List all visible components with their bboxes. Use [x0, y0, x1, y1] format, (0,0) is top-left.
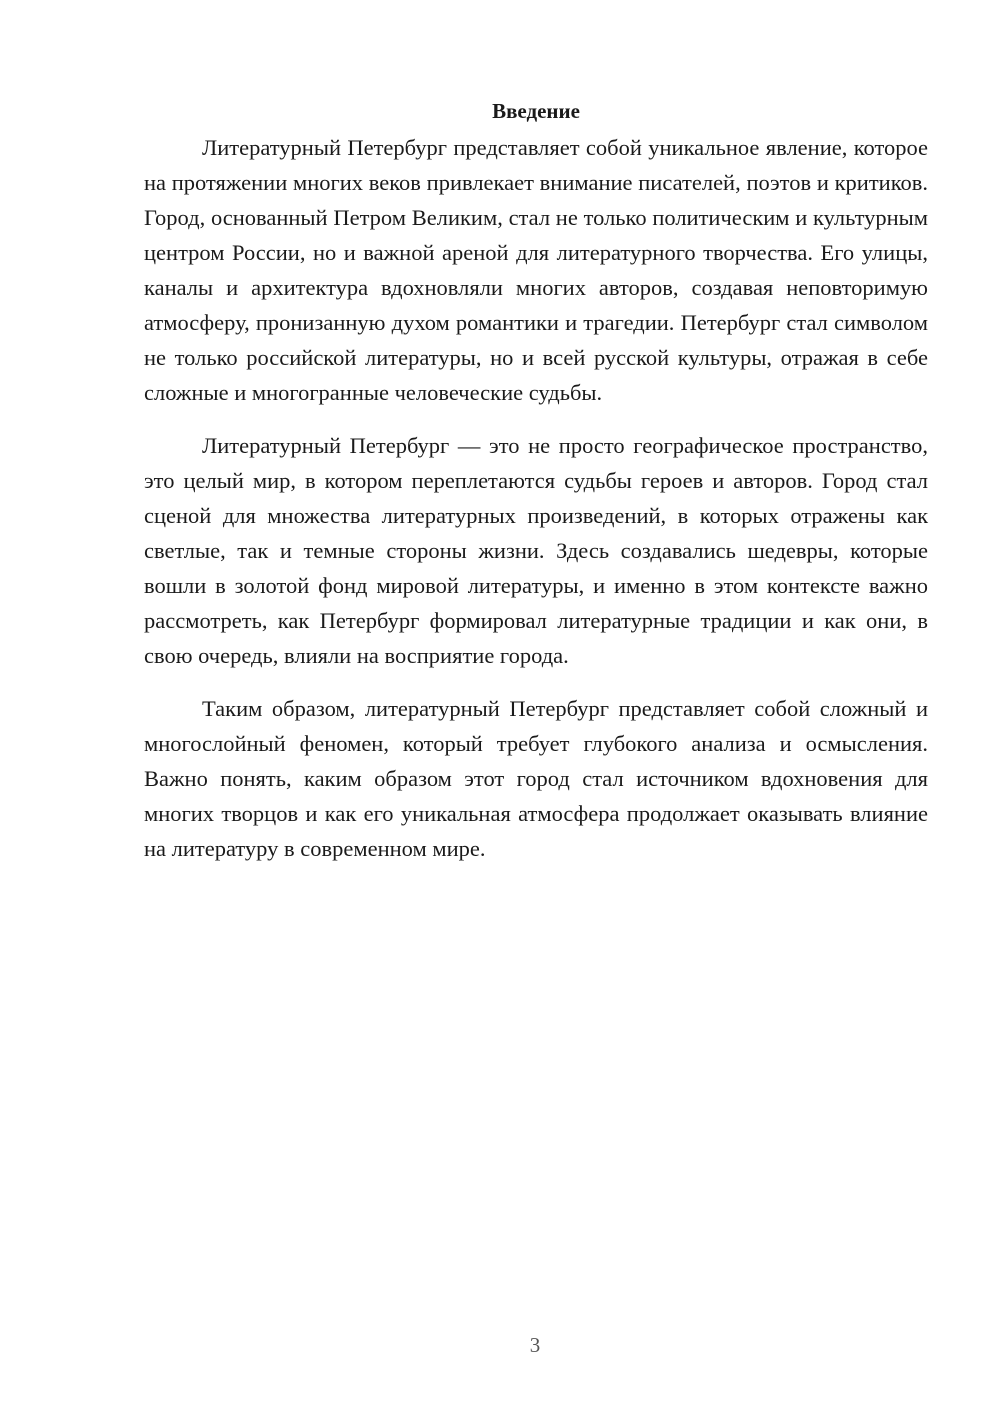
paragraph-1: Литературный Петербург представляет собой уникальное явление, которое на протяжении многих веков привлекает внимание писателей, поэтов и критиков. Город, основанный Петром Великим, стал не только политическим и культурным центром России, но и важной ареной для литературного творчества. Его улицы, каналы и архитектура вдохновляли многих авторов, создавая неповторимую атмосферу, пронизанную духом романтики и трагедии. Петербург стал символом не только российской литературы, но и всей русской культуры, отражая в себе сложные и многогранные человеческие судьбы.	[144, 135, 928, 405]
paragraph-2: Литературный Петербург — это не просто географическое пространство, это целый мир, в котором переплетаются судьбы героев и авторов. Город стал сценой для множества литературных произведений, в которых отражены как светлые, так и темные стороны жизни. Здесь создавались шедевры, которые вошли в золотой фонд мировой литературы, и именно в этом контексте важно рассмотреть, как Петербург формировал литературные традиции и как они, в свою очередь, влияли на восприятие города.	[144, 433, 928, 668]
section-heading: Введение	[492, 99, 580, 123]
paragraph-3: Таким образом, литературный Петербург представляет собой сложный и многослойный феномен, который требует глубокого анализа и осмысления. Важно понять, каким образом этот город стал источником вдохновения для многих творцов и как его уникальная атмосфера продолжает оказывать влияние на литературу в современном мире.	[144, 696, 928, 861]
page-number: 3	[529, 1333, 541, 1357]
page-content	[144, 95, 928, 866]
